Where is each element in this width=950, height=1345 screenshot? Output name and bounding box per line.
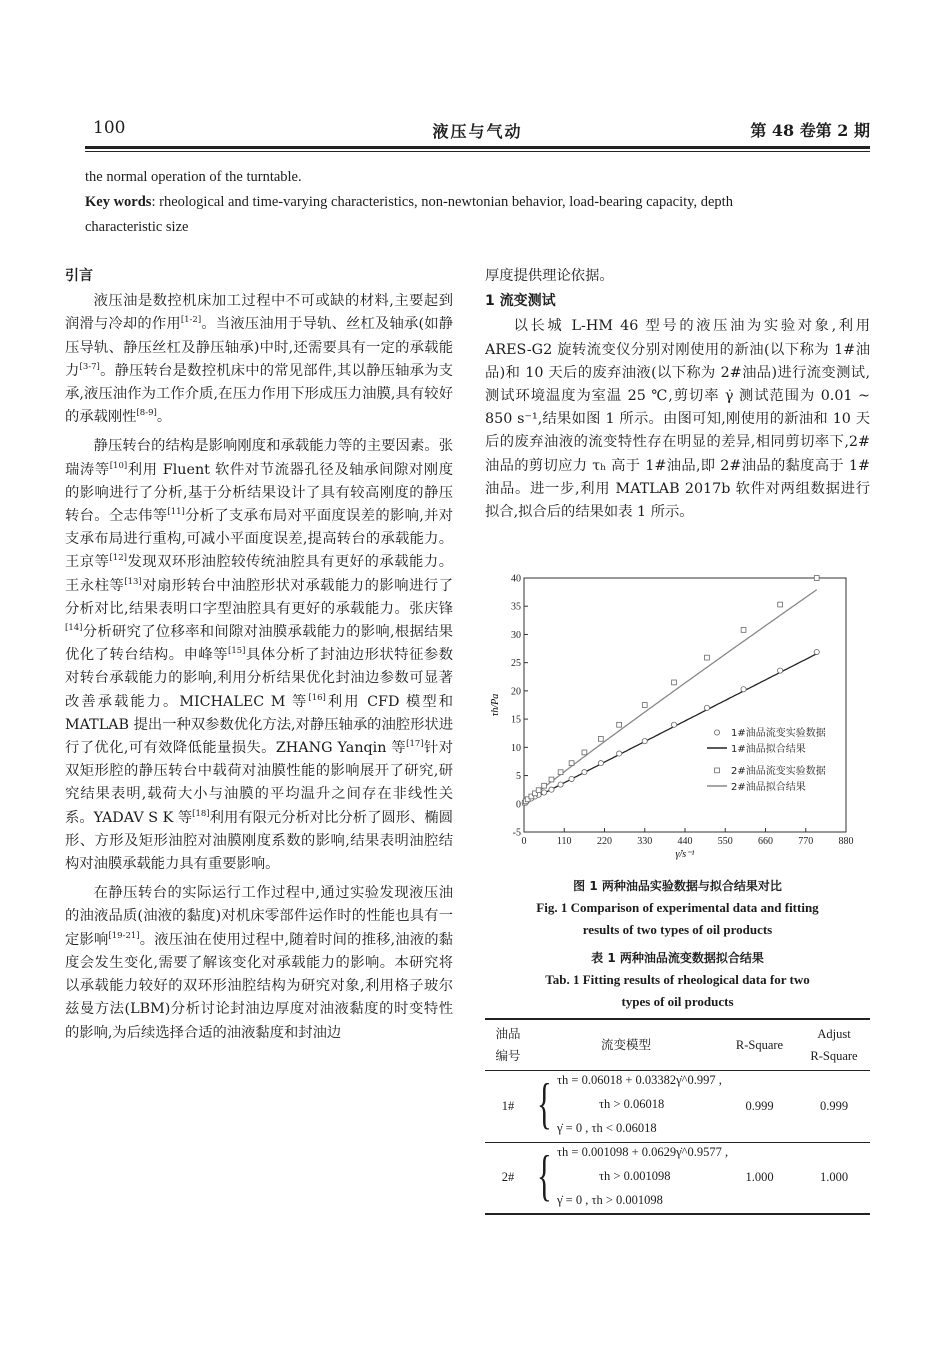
series-1-point: [642, 739, 647, 744]
y-axis-label: τh/Pa: [490, 693, 501, 717]
legend-marker-2: [715, 768, 720, 773]
intro-heading: 引言: [65, 268, 93, 284]
th-r-square: R-Square: [721, 1019, 798, 1070]
brace-icon: {: [537, 1144, 552, 1207]
journal-title: 液压与气动: [432, 122, 523, 141]
brace-icon: {: [537, 1073, 552, 1135]
series-2-point: [741, 628, 746, 633]
left-column: [65, 265, 453, 1045]
series-1-point: [598, 761, 603, 766]
intro-paragraph-2: 静压转台的结构是影响刚度和承载能力等的主要因素。张瑞涛等[10]利用 Fluent 软件对节流器孔径及轴承间隙对刚度的影响进行了分析,基于分析结果设计了具有较高刚度的静压转台。仝志伟等[11]分析了支承布局对平面度误差的影响,并对支承布局进行重构,可减小平面度误差,提高转台的承载能力。王京等[12]发现双环形油腔较传统油腔具有更好的承载能力。王永柱等[13]对扇形转台中油腔形状对承载能力的影响进行了分析对比,结果表明口字型油腔具有更好的承载能力。张庆锋[14]分析研究了位移率和间隙对油膜承载能力的影响,根据结果优化了转台结构。申峰等[15]具体分析了封油边形状特征参数对转台承载能力的影响,利用分析结果优化封油边参数可显著改善承载能力。MICHALEC M 等[16]利用 CFD 模型和 MATLAB 提出一种双参数优化方法,对静压轴承的油腔形状进行了优化,可有效降低能量损失。ZHANG Yanqin 等[17]针对双矩形腔的静压转台中载荷对油膜性能的影响展开了研究,研究结果表明,载荷大小与油膜的平均温升之间存在非线性关系。YADAV S K 等[18]利用有限元分析对比分析了圆形、椭圆形、方形及矩形油腔对油膜刚度系数的影响,结果表明油腔结构对油膜承载能力具有重要影响。: [65, 438, 454, 873]
series-2-point: [582, 750, 587, 755]
y-tick-label: 20: [511, 686, 521, 698]
series-1-point: [549, 787, 554, 792]
citation: [11]: [167, 507, 185, 518]
row-adjust-r-square: 0.999: [798, 1070, 870, 1142]
row-oil-id: 1#: [485, 1070, 531, 1142]
series-1-point: [582, 770, 587, 775]
x-tick-label: 220: [597, 836, 612, 847]
model-line-2: τh > 0.06018: [599, 1097, 665, 1111]
y-tick-label: 15: [511, 714, 521, 726]
x-tick-label: 880: [838, 836, 854, 847]
x-tick-label: 440: [677, 836, 693, 847]
series-1-point: [569, 776, 574, 781]
right-column: [485, 265, 870, 524]
legend-label: 2#油品流变实验数据: [731, 766, 826, 777]
series-2-point: [617, 722, 622, 727]
series-2-point: [558, 770, 563, 775]
keywords-label: Key words: [85, 194, 152, 210]
y-tick-label: 10: [511, 742, 521, 754]
intro-paragraph-1: 液压油是数控机床加工过程中不可或缺的材料,主要起到润滑与冷却的作用[1-2]。当液压油用于导轨、丝杠及轴承(如静压导轨、静压丝杠及静压轴承)中时,还需要具有一定的承载能力[3-7]。静压转台是数控机床中的常见部件,其以静压轴承为支承,液压油作为工作介质,在压力作用下形成压力油膜,具有较好的承载刚性[8-9]。: [65, 293, 454, 426]
header-rule-thick: [85, 146, 870, 149]
row-model: [531, 1142, 729, 1214]
citation: [18]: [192, 808, 210, 819]
model-line-3: γ̇ = 0 , τh > 0.001098: [557, 1192, 663, 1207]
section-1-paragraph: 以长城 L-HM 46 型号的液压油为实验对象,利用 ARES-G2 旋转流变仪分别对刚使用的新油(以下称为 1#油品)和 10 天后的废弃油液(以下称为 2#油品)进行流变测试,测试环境温度为室温 25 ℃,剪切率 γ̇ 测试范围为 0.01 ~ 850 s⁻¹,结果如图 1 所示。由图可知,刚使用的新油和 10 天后的废弃油液的流变特性存在明显的差异,相同剪切率下,2#油品的剪切应力 τₕ 高于 1#油品,即 2#油品的黏度高于 1#油品。进一步,利用 MATLAB 2017b 软件对两组数据进行拟合,拟合后的结果如表 1 所示。: [485, 318, 870, 521]
legend-label: 1#油品流变实验数据: [731, 728, 826, 739]
intro-paragraph-3: 在静压转台的实际运行工作过程中,通过实验发现液压油的油液品质(油液的黏度)对机床零部件运作时的性能也具有一定影响[19-21]。液压油在使用过程中,随着时间的推移,油液的黏度会发生变化,需要了解该变化对承载能力的影响。本研究将以承载能力较好的双环形油腔结构为研究对象,利用格子玻尔兹曼方法(LBM)分析讨论封油边厚度对油液黏度的时变特性的影响,为后续选择合适的油液黏度和封油边: [65, 885, 454, 1041]
x-tick-label: 330: [637, 836, 653, 847]
row-oil-id: 2#: [485, 1142, 531, 1214]
table-1: [485, 1018, 870, 1215]
x-tick-label: 0: [521, 836, 527, 847]
plot-frame: [524, 578, 846, 832]
row-adjust-r-square: 1.000: [798, 1142, 870, 1214]
figure-caption-zh: 图 1 两种油品实验数据与拟合结果对比: [573, 879, 782, 893]
table-caption-en-1: Tab. 1 Fitting results of rheological data for two: [545, 972, 810, 987]
page-number: 100: [93, 118, 126, 138]
keywords-line1: Key words: rheological and time-varying characteristics, non-newtonian behavior, load-bearing capacity, depth: [85, 194, 733, 210]
row-r-square: 0.999: [721, 1070, 798, 1142]
y-tick-label: 35: [511, 601, 521, 613]
series-2-point: [569, 761, 574, 766]
y-tick-label: 25: [511, 658, 521, 670]
section-1-heading: 1 流变测试: [485, 293, 556, 310]
y-tick-label: 40: [511, 573, 521, 585]
x-tick-label: 770: [798, 836, 814, 847]
table-caption-zh: 表 1 两种油品流变数据拟合结果: [591, 951, 764, 965]
series-2-point: [598, 736, 603, 741]
series-1-point: [671, 722, 676, 727]
y-tick-label: -5: [512, 827, 521, 839]
page-header: [85, 118, 870, 144]
series-1-point: [778, 668, 783, 673]
citation: [1-2]: [180, 315, 202, 326]
citation: [17]: [406, 739, 424, 750]
row-model: [531, 1070, 721, 1142]
series-2-point: [814, 576, 819, 581]
intro-continuation: 厚度提供理论依据。: [485, 268, 614, 284]
series-1-point: [814, 649, 819, 654]
citation: [8-9]: [136, 408, 157, 419]
table-row: [485, 1070, 870, 1142]
keywords-line2: characteristic size: [85, 219, 189, 235]
y-tick-label: 30: [511, 629, 521, 641]
y-tick-label: 0: [516, 799, 521, 811]
legend-label: 2#油品拟合结果: [731, 782, 806, 793]
series-2-point: [672, 680, 677, 685]
th-oil-id: 油品 编号: [485, 1019, 531, 1070]
citation: [3-7]: [79, 362, 100, 373]
citation: [10]: [109, 460, 128, 471]
citation: [12]: [109, 553, 127, 564]
figure-caption-en-1: Fig. 1 Comparison of experimental data and fitting: [536, 900, 819, 915]
series-2-point: [549, 777, 554, 782]
citation: [16]: [308, 692, 326, 703]
y-tick-label: 5: [516, 771, 521, 783]
series-1-point: [617, 751, 622, 756]
series-2-point: [778, 602, 783, 607]
th-adjust-r-square: Adjust R-Square: [798, 1019, 870, 1070]
issue-label: 第 48 卷第 2 期: [750, 121, 870, 140]
citation: [14]: [65, 623, 83, 634]
figure-caption-en-2: results of two types of oil products: [582, 922, 773, 937]
keywords-text: rheological and time-varying characteristics, non-newtonian behavior, load-bearing capacity, depth: [159, 194, 733, 210]
table-caption-en-2: types of oil products: [621, 994, 734, 1009]
model-line-1: τh = 0.001098 + 0.0629γ̇^0.9577 ,: [557, 1144, 729, 1159]
model-line-3: γ̇ = 0 , τh < 0.06018: [557, 1121, 657, 1135]
series-1-point: [704, 705, 709, 710]
series-2-point: [542, 783, 547, 788]
table-header-row: [485, 1019, 870, 1070]
x-axis-label: γ̇/s⁻¹: [675, 849, 695, 860]
x-tick-label: 550: [717, 836, 733, 847]
figure-1-chart: [485, 570, 870, 870]
series-1-point: [542, 790, 547, 795]
series-1-point: [741, 687, 746, 692]
citation: [13]: [124, 576, 142, 587]
series-2-point: [536, 788, 541, 793]
series-2-point: [705, 655, 710, 660]
legend-marker-1: [714, 730, 719, 735]
citation: [15]: [228, 646, 246, 657]
x-tick-label: 110: [556, 836, 572, 847]
model-line-1: τh = 0.06018 + 0.03382γ̇^0.997 ,: [557, 1073, 722, 1087]
series-2-point: [642, 703, 647, 708]
table-row: [485, 1142, 870, 1214]
header-rule-thin: [85, 151, 870, 152]
x-tick-label: 660: [758, 836, 773, 847]
abstract-tail: the normal operation of the turntable.: [85, 169, 302, 185]
citation: [19-21]: [108, 930, 140, 941]
model-line-2: τh > 0.001098: [599, 1168, 671, 1183]
legend-label: 1#油品拟合结果: [731, 744, 806, 755]
th-model: 流变模型: [531, 1019, 721, 1070]
series-1-point: [558, 782, 563, 787]
row-r-square: 1.000: [721, 1142, 798, 1214]
